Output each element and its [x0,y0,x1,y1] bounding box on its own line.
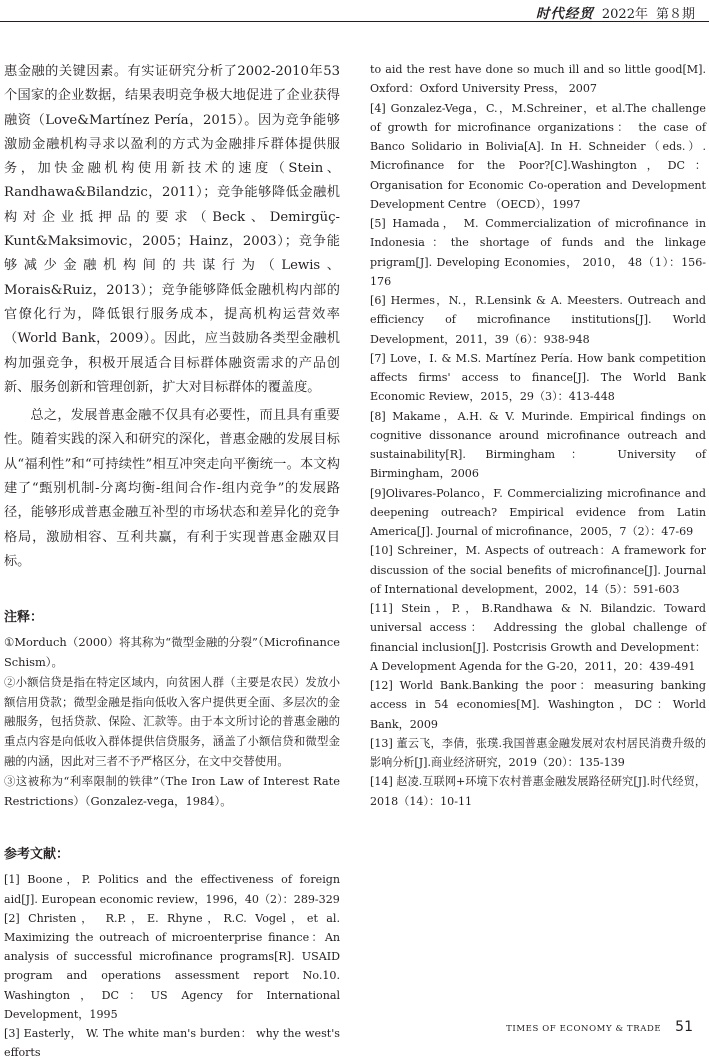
reference-item: [1] Boone，P. Politics and the effectiveness of foreign aid[J]. European economic review，1996，40（2）：289-329 [4,873,340,906]
reference-item: [7] Love，I. & M.S. Martínez Pería. How bank competition affects firms' access to finance[J]. The World Bank Economic Review，2015，29（3）：413-448 [370,351,706,404]
references-heading: 参考文献： [4,847,70,863]
reference-item: [2] Christen， R.P.，E. Rhyne，R.C. Vogel，et al. Maximizing the outreach of microenterprise finance：An analysis of successful microfinance programs[R]. USAID program and operations assessment report No.10. Washington，DC：US Agency for International Development，1995 [4,911,340,1021]
body-paragraph: 总之，发展普惠金融不仅具有必要性，而且具有重要性。随着实践的深入和研究的深化，普惠金融的发展目标从“福利性”和“可持续性”相互冲突走向平衡统一。本文构建了“甄别机制-分离均衡-组间合作-组内竞争”的发展路径，能够形成普惠金融互补型的市场状态和差异化的竞争格局，激励相容、互利共赢，有利于实现普惠金融双目标。 [4,408,340,569]
reference-item: [8] Makame，A.H. & V. Murinde. Empirical findings on cognitive dissonance around microfinance outreach and sustainability[R]. Birmingham： University of Birmingham，2006 [370,409,706,481]
notes-list [4,633,340,811]
reference-item: [11] Stein，P.，B.Randhawa & N. Bilandzic. Toward universal access： Addressing the global challenge of financial inclusion[J]. Postcrisis Growth and Development：A Development Agenda for the G-20，2011，20：439-491 [370,602,706,673]
page-footer [0,1017,709,1043]
reference-item: [6] Hermes，N.，R.Lensink & A. Meesters. Outreach and efficiency of microfinance institutions[J]. World Development，2011，39（6）：938-948 [370,294,706,346]
journal-logo: 时代经贸 [535,6,594,22]
reference-item: [4] Gonzalez-Vega，C.，M.Schreiner，et al.The challenge of growth for microfinance organizations： the case of Banco Solidario in Bolivia[A]. In H. Schneider（eds.）. Microfinance for the Poor?[C].Washington，DC：Organisation for Economic Co-operation and Development Development Centre （OECD），1997 [370,101,706,211]
reference-item: [13] 董云飞，李倩，张璞.我国普惠金融发展对农村居民消费升级的影响分析[J].商业经济研究，2019（20）：135-139 [370,736,706,769]
header-text [536,2,695,22]
footer-text [506,1019,693,1035]
left-column [4,60,340,1062]
references-list-continued [370,60,706,811]
note-item: ②小额信贷是指在特定区域内，向贫困人群（主要是农民）发放小额信用贷款；微型金融是指向低收入客户提供更全面、多层次的金融服务，包括贷款、保险、汇款等。由于本文所讨论的普惠金融的重点内容是向低收入群体提供信贷服务，涵盖了小额信贷和微型金融的内涵，因此对三者不予严格区分，在文中交替使用。 [4,674,340,769]
page-header [0,0,709,22]
note-item: ③这被称为“利率限制的铁律”（The Iron Law of Interest Rate Restrictions）（Gonzalez-vega，1984）。 [4,773,340,808]
note-item: ①Morduch（2000）将其称为“微型金融的分裂”（Microfinance Schism）。 [4,635,340,670]
reference-item: [9]Olivares-Polanco，F. Commercializing microfinance and deepening outreach? Empirical evidence from Latin America[J]. Journal of microfinance，2005，7（2）：47-69 [370,486,706,538]
reference-item: [10] Schreiner，M. Aspects of outreach：A framework for discussion of the social benefits of microfinance[J]. Journal of International development，2002，14（5）：591-603 [370,544,706,596]
footer-journal-name: TIMES OF ECONOMY & TRADE [506,1024,662,1034]
notes-heading: 注释： [4,610,44,626]
page-number: 51 [675,1019,693,1035]
reference-item: [3] Easterly， W. The white man's burden： why the west's efforts [4,1027,340,1060]
reference-item: [12] World Bank.Banking the poor：measuring banking access in 54 economies[M]. Washington，DC：World Bank，2009 [370,679,706,731]
right-column [370,60,706,811]
reference-item: [5] Hamada， M. Commercialization of microfinance in Indonesia：the shortage of funds and the linkage prigram[J]. Developing Economies， 2010， 48（1）：156-176 [370,217,706,288]
issue-year: 2022年 [601,7,648,22]
reference-item: [14] 赵凌.互联网+环境下农村普惠金融发展路径研究[J].时代经贸，2018（14）：10-11 [370,775,706,808]
header-rule [0,21,709,22]
body-paragraph: 惠金融的关键因素。有实证研究分析了2002-2010年53个国家的企业数据，结果表明竞争极大地促进了企业获得融资（Love&Martínez Pería，2015）。因为竞争能够激励金融机构寻求以盈利的方式为金融排斥群体提供服务，加快金融机构使用新技术的速度（Stein、Randhawa&Bilandzic，2011）；竞争能够降低金融机构对企业抵押品的要求（Beck、Demirgüç-Kunt&Maksimovic，2005；Hainz，2003）；竞争能够减少金融机构间的共谋行为（Lewis、Morais&Ruiz，2013）；竞争能够降低金融机构内部的官僚化行为，降低银行服务成本，提高机构运营效率（World Bank，2009）。因此，应当鼓励各类型金融机构加强竞争，积极开展适合目标群体融资需求的产品创新、服务创新和管理创新，扩大对目标群体的覆盖度。 [4,64,340,395]
issue-number: 第８期 [655,7,695,22]
reference-item: to aid the rest have done so much ill and so little good[M]. Oxford：Oxford University Press， 2007 [370,63,706,96]
